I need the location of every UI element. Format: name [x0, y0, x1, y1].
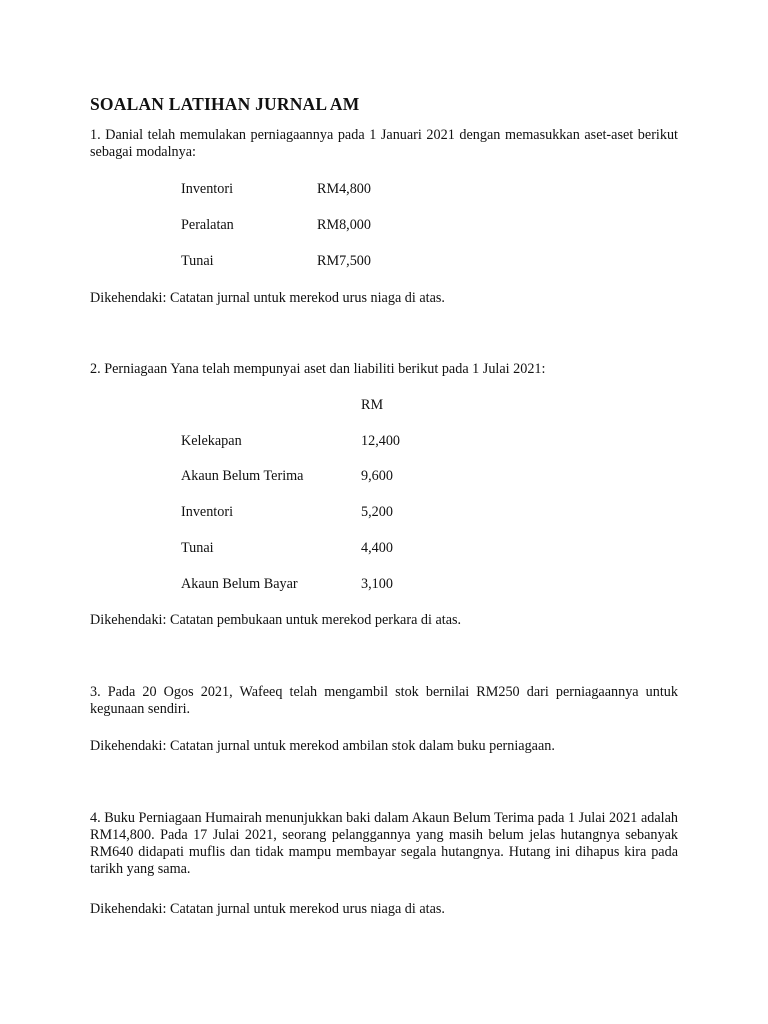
question-3-text: 3. Pada 20 Ogos 2021, Wafeeq telah mengambil stok bernilai RM250 dari perniagaannya untuk kegunaan sendiri. — [90, 684, 678, 717]
q2-item-name: Akaun Belum Terima — [181, 468, 304, 484]
q2-item-name: Akaun Belum Bayar — [181, 576, 298, 592]
q2-column-header: RM — [361, 397, 384, 413]
question-4-text: 4. Buku Perniagaan Humairah menunjukkan baki dalam Akaun Belum Terima pada 1 Julai 2021 adalah RM14,800. Pada 17 Julai 2021, seorang pelanggannya yang masih belum jelas hutangnya sebanyak RM640 didapati muflis dan tidak mampu membayar segala hutangnya. Hutang ini dihapus kira pada tarikh yang sama. — [90, 810, 678, 877]
q2-item-value: 5,200 — [361, 504, 393, 520]
q1-item-value: RM7,500 — [317, 253, 371, 269]
q2-item-name: Tunai — [181, 540, 214, 556]
question-3-requirement: Dikehendaki: Catatan jurnal untuk merekod ambilan stok dalam buku perniagaan. — [90, 738, 555, 754]
q1-item-name: Tunai — [181, 253, 214, 269]
question-1-requirement: Dikehendaki: Catatan jurnal untuk merekod urus niaga di atas. — [90, 290, 445, 306]
q2-item-name: Inventori — [181, 504, 234, 520]
q2-item-value: 9,600 — [361, 468, 393, 484]
q1-item-value: RM8,000 — [317, 217, 371, 233]
q2-item-name: Kelekapan — [181, 433, 242, 449]
q1-item-value: RM4,800 — [317, 181, 371, 197]
q1-item-name: Peralatan — [181, 217, 234, 233]
question-1-text: 1. Danial telah memulakan perniagaannya pada 1 Januari 2021 dengan memasukkan aset-aset berikut sebagai modalnya: — [90, 127, 678, 160]
q2-item-value: 4,400 — [361, 540, 393, 556]
q1-item-name: Inventori — [181, 181, 234, 197]
page-title: SOALAN LATIHAN JURNAL AM — [90, 94, 360, 114]
question-2-requirement: Dikehendaki: Catatan pembukaan untuk merekod perkara di atas. — [90, 612, 462, 628]
question-4-requirement: Dikehendaki: Catatan jurnal untuk merekod urus niaga di atas. — [90, 901, 445, 917]
question-2-text: 2. Perniagaan Yana telah mempunyai aset dan liabiliti berikut pada 1 Julai 2021: — [90, 361, 546, 377]
q2-item-value: 3,100 — [361, 576, 393, 592]
q2-item-value: 12,400 — [361, 433, 401, 449]
